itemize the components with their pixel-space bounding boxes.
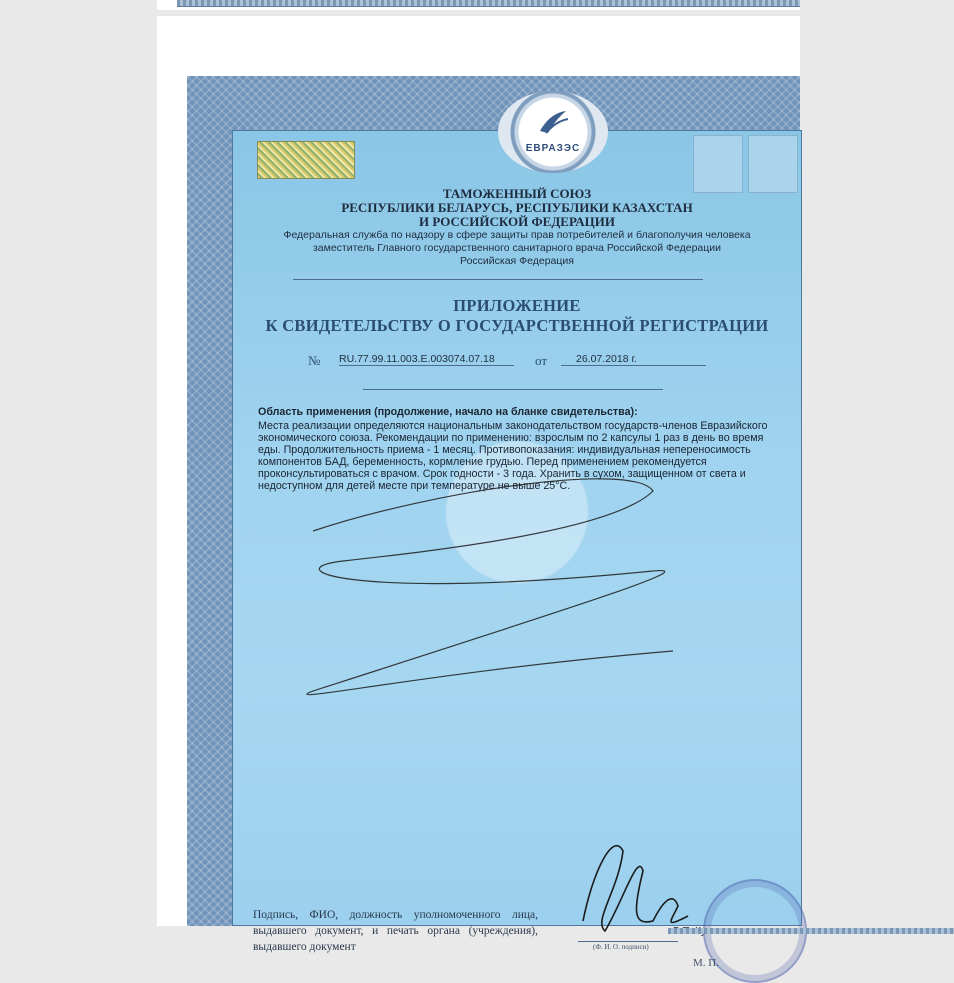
number-sign: № [308, 353, 321, 368]
issuer-line-2: заместитель Главного государственного санитарного врача Российской Федерации [312, 242, 722, 254]
from-label: от [535, 353, 548, 368]
fio-caption: (Ф. И. О. подписи) [593, 943, 649, 951]
seal-place-label: М. П. [693, 957, 719, 969]
certificate-frame [187, 76, 800, 969]
registration-date: 26.07.2018 г. [561, 353, 706, 366]
document-title-line-2: К СВИДЕТЕЛЬСТВУ О ГОСУДАРСТВЕННОЙ РЕГИСТРАЦИИ [265, 316, 769, 335]
signature-caption: Подпись, ФИО, должность уполномоченного лица, выдавшего документ, и печать органа (учреждения), выдавшего документ [253, 909, 538, 953]
union-line-2: РЕСПУБЛИКИ БЕЛАРУСЬ, РЕСПУБЛИКИ КАЗАХСТАН [341, 200, 693, 215]
document-page [157, 16, 800, 969]
previous-page-border [177, 0, 800, 7]
scribble-signature [307, 479, 673, 695]
union-line-3: И РОССИЙСКОЙ ФЕДЕРАЦИИ [419, 214, 615, 229]
issuer-line-1: Федеральная служба по надзору в сфере защиты прав потребителей и благополучия человека [283, 229, 751, 241]
registration-number: RU.77.99.11.003.Е.003074.07.18 [339, 353, 514, 366]
emblem-label: ЕВРАЗЭС [525, 143, 581, 154]
certificate-field [232, 130, 802, 969]
handwriting-layer [233, 131, 801, 981]
scope-text: Места реализации определяются национальным законодательством государств-членов Евразийского экономического союза. Рекомендации по применению: взрослым по 2 капсулы 1 раз в день во время еды. Продолжительность приема - 1 месяц. Противопоказания: индивидуальная непереносимость компонентов БАД, беременность, кормление грудью. Перед применением рекомендуется проконсультироваться с врачом. Срок годности - 3 года. Хранить в сухом, защищенном от света и недоступном для детей месте при температуре не выше 25°С. [258, 420, 768, 492]
next-page-edge [668, 928, 954, 934]
official-signature [583, 846, 688, 931]
issuer-line-3: Российская Федерация [460, 255, 574, 267]
scope-heading: Область применения (продолжение, начало на бланке свидетельства): [258, 406, 638, 418]
document-title-line-1: ПРИЛОЖЕНИЕ [453, 296, 581, 315]
union-line-1: ТАМОЖЕННЫЙ СОЮЗ [442, 186, 592, 201]
previous-page-edge [157, 0, 800, 10]
